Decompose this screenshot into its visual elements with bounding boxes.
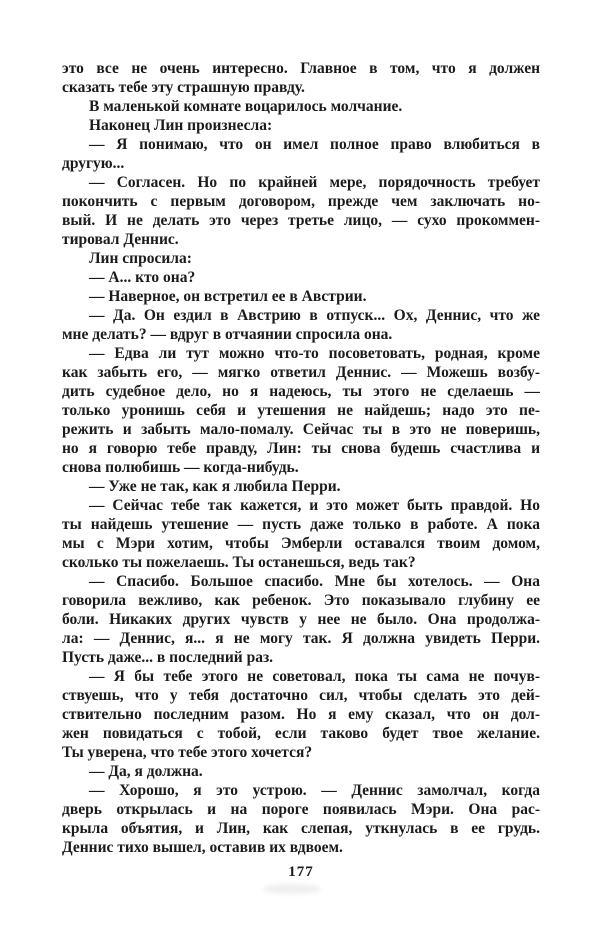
text-line: крыла объятия, и Лин, как слепая, уткнулась в ее грудь. xyxy=(62,820,540,837)
text-line: — Я понимаю, что он имел полное право влюбиться в xyxy=(89,136,540,153)
text-line: — Да. Он ездил в Австрию в отпуск... Ох, Деннис, что же xyxy=(89,307,540,324)
paragraph xyxy=(62,268,540,287)
text-line: — Уже не так, как я любила Перри. xyxy=(89,478,341,495)
text-line: режить и забыть мало-помалу. Сейчас ты в это не поверишь, xyxy=(62,421,540,438)
ink-smudge xyxy=(263,884,321,894)
paragraph xyxy=(62,762,540,781)
text-line: Наконец Лин произнесла: xyxy=(89,117,273,134)
text-line: ствительно последним разом. Но я ему сказал, что он дол- xyxy=(62,706,540,723)
text-line: — Да, я должна. xyxy=(89,763,203,780)
text-line: дверь открылась и на пороге появилась Мэри. Она рас- xyxy=(62,801,540,818)
text-line: Деннис тихо вышел, оставив их вдвоем. xyxy=(62,839,343,856)
text-line: мы с Мэри хотим, чтобы Эмберли оставался твоим домом, xyxy=(62,535,540,552)
text-line: — Едва ли тут можно что-то посоветовать, родная, кроме xyxy=(89,345,540,362)
paragraph xyxy=(62,116,540,135)
text-line: — Наверное, он встретил ее в Австрии. xyxy=(89,288,367,305)
text-line: тировал Деннис. xyxy=(62,231,179,248)
text-line: говорила вежливо, как ребенок. Это показывало глубину ее xyxy=(62,592,540,609)
paragraph xyxy=(62,496,540,572)
text-line: — Хорошо, я это устрою. — Деннис замолчал, когда xyxy=(89,782,540,799)
text-line: боли. Никаких других чувств у нее не было. Она продолжа- xyxy=(62,611,540,628)
paragraph xyxy=(62,306,540,344)
text-line: жен повидаться с тобой, если таково будет твое желание. xyxy=(62,725,540,742)
text-line: но я говорю тебе правду, Лин: ты снова будешь счастлива и xyxy=(62,440,540,457)
text-line: — Спасибо. Большое спасибо. Мне бы хотелось. — Она xyxy=(89,573,540,590)
text-line: В маленькой комнате воцарилось молчание. xyxy=(89,98,403,115)
text-line: Лин спросила: xyxy=(89,250,192,267)
text-line: дить судебное дело, но я надеюсь, ты этого не сделаешь — xyxy=(62,383,540,400)
text-line: только уронишь себя и утешения не найдешь; надо это пе- xyxy=(62,402,540,419)
page-text xyxy=(62,59,540,857)
paragraph xyxy=(62,572,540,667)
text-line: снова полюбишь — когда-нибудь. xyxy=(62,459,299,476)
text-line: — Я бы тебе этого не советовал, пока ты сама не почув- xyxy=(89,668,540,685)
text-line: сказать тебе эту страшную правду. xyxy=(62,79,305,96)
text-line: ты найдешь утешение — пусть даже только в работе. А пока xyxy=(62,516,540,533)
text-line: другую... xyxy=(62,155,125,172)
text-line: как забыть его, — мягко ответил Деннис. — Можешь возбу- xyxy=(62,364,540,381)
text-line: это все не очень интересно. Главное в том, что я должен xyxy=(62,60,540,77)
paragraph xyxy=(62,477,540,496)
text-line: вый. И не делать это через третье лицо, — сухо прокоммен- xyxy=(62,212,540,229)
page-number: 177 xyxy=(288,864,314,880)
paragraph xyxy=(62,97,540,116)
text-line: мне делать? — вдруг в отчаянии спросила она. xyxy=(62,326,393,343)
paragraph xyxy=(62,135,540,173)
paragraph xyxy=(62,287,540,306)
text-line: ла: — Деннис, я... я не могу так. Я должна увидеть Перри. xyxy=(62,630,540,647)
text-line: — Сейчас тебе так кажется, и это может быть правдой. Но xyxy=(89,497,540,514)
text-line: покончить с первым договором, прежде чем заключать но- xyxy=(62,193,540,210)
text-line: — Согласен. Но по крайней мере, порядочность требует xyxy=(89,174,540,191)
text-line: — А... кто она? xyxy=(89,269,196,286)
paragraph xyxy=(62,344,540,477)
paragraph xyxy=(62,59,540,97)
paragraph xyxy=(62,667,540,762)
text-line: ствуешь, что у тебя достаточно сил, чтобы сделать это дей- xyxy=(62,687,540,704)
text-line: Пусть даже... в последний раз. xyxy=(62,649,274,666)
paragraph xyxy=(62,249,540,268)
paragraph xyxy=(62,781,540,857)
paragraph xyxy=(62,173,540,249)
text-line: Ты уверена, что тебе этого хочется? xyxy=(62,744,313,761)
text-line: сколько ты пожелаешь. Ты останешься, ведь так? xyxy=(62,554,416,571)
